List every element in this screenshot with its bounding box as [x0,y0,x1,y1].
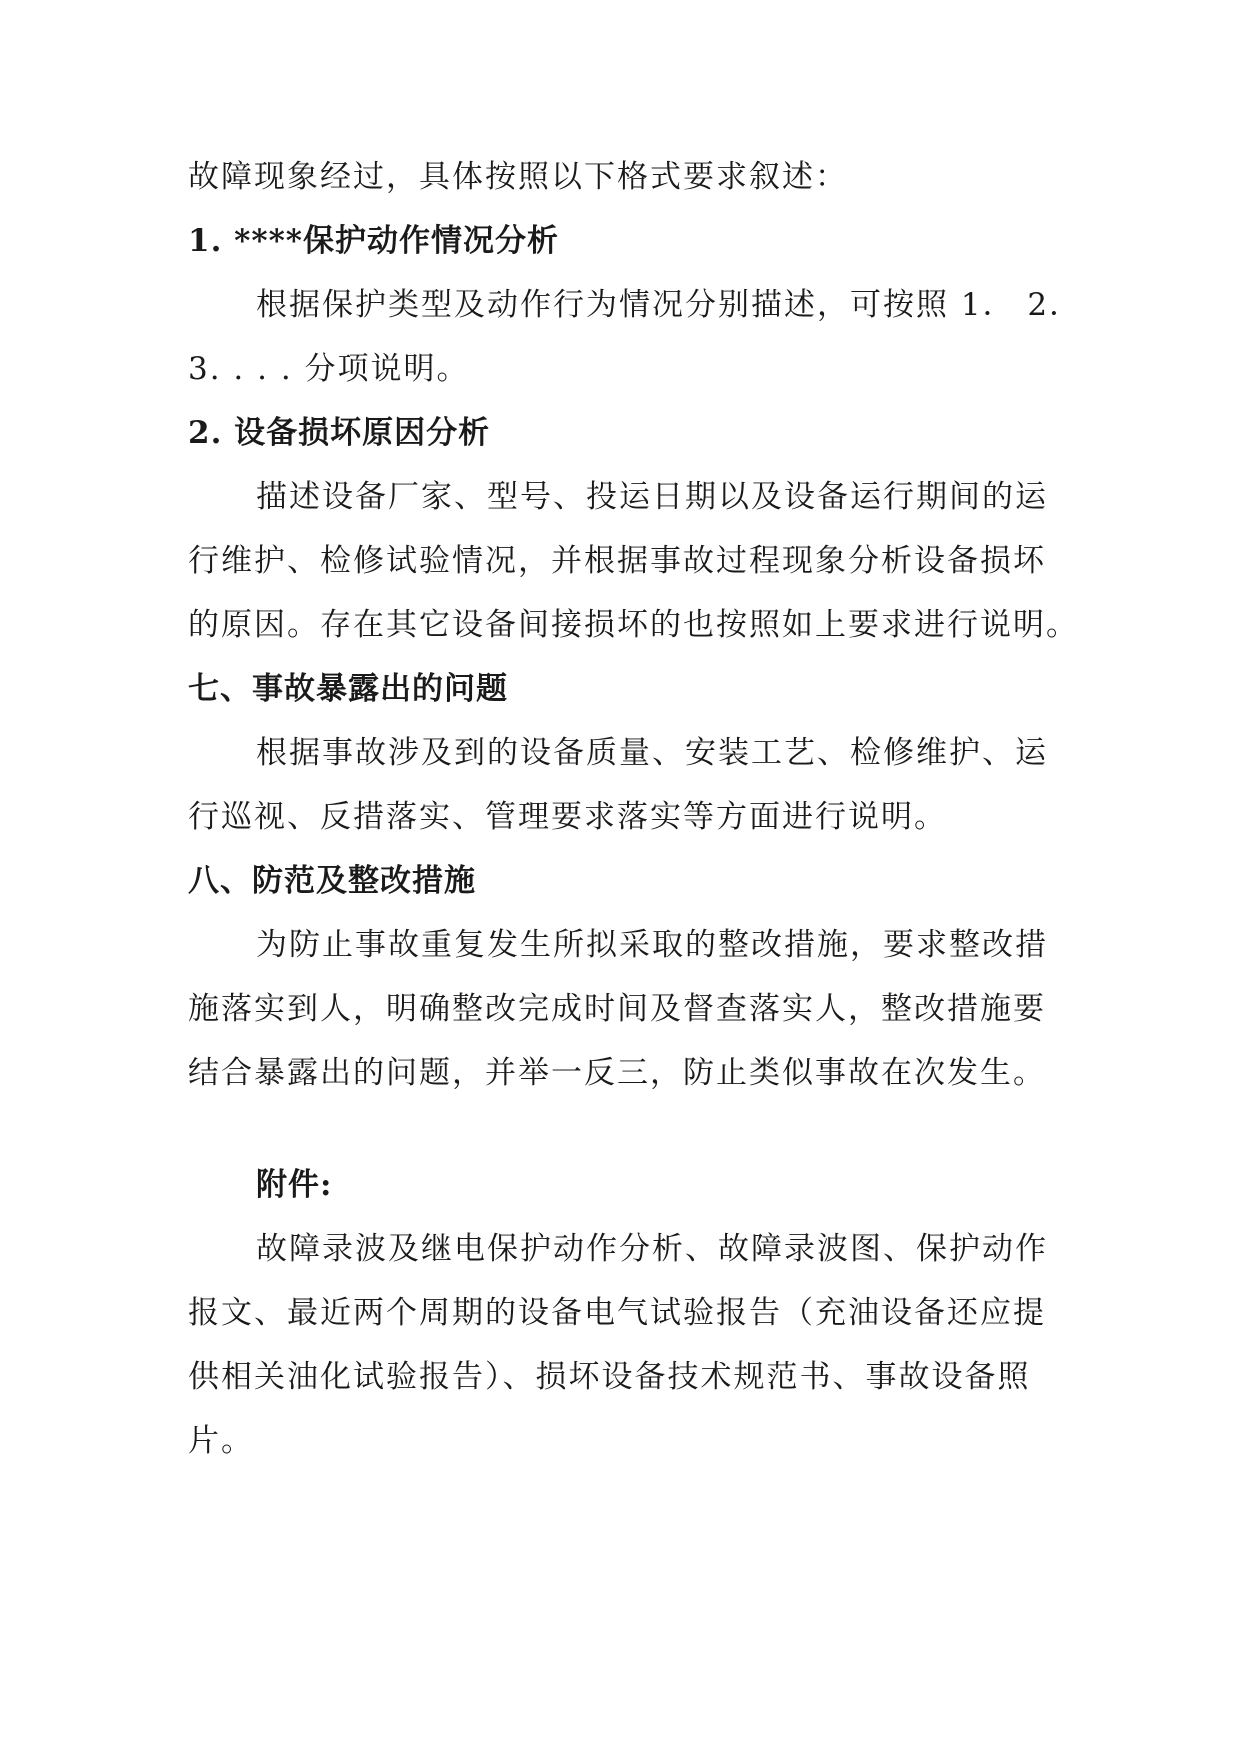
paragraph-line: 描述设备厂家、型号、投运日期以及设备运行期间的运 [256,479,1048,515]
attachment-line: 故障录波及继电保护动作分析、故障录波图、保护动作 [256,1231,1048,1267]
attachment-heading: 附件: [256,1167,333,1203]
paragraph-line: 根据事故涉及到的设备质量、安装工艺、检修维护、运 [256,735,1048,771]
intro-line: 故障现象经过，具体按照以下格式要求叙述： [188,159,848,195]
attachment-line: 供相关油化试验报告）、损坏设备技术规范书、事故设备照 [188,1359,1031,1395]
paragraph-line: 根据保护类型及动作行为情况分别描述，可按照 1． 2． [256,287,1083,323]
paragraph-line: 为防止事故重复发生所拟采取的整改措施，要求整改措 [256,927,1048,963]
paragraph-line: 的原因。存在其它设备间接损坏的也按照如上要求进行说明。 [188,607,1079,643]
heading-section-seven: 七、事故暴露出的问题 [188,671,508,707]
paragraph-line: 施落实到人，明确整改完成时间及督查落实人，整改措施要 [188,991,1046,1027]
attachment-line: 片。 [188,1423,254,1459]
heading-equipment-damage: 2. 设备损坏原因分析 [188,415,491,451]
paragraph-line: 行巡视、反措落实、管理要求落实等方面进行说明。 [188,799,947,835]
heading-protection-analysis: 1. ****保护动作情况分析 [188,223,559,259]
heading-section-eight: 八、防范及整改措施 [188,863,476,899]
paragraph-line: 3. . . . 分项说明。 [188,351,470,387]
attachment-line: 报文、最近两个周期的设备电气试验报告（充油设备还应提 [188,1295,1046,1331]
paragraph-line: 行维护、检修试验情况，并根据事故过程现象分析设备损坏 [188,543,1046,579]
paragraph-line: 结合暴露出的问题，并举一反三，防止类似事故在次发生。 [188,1055,1046,1091]
